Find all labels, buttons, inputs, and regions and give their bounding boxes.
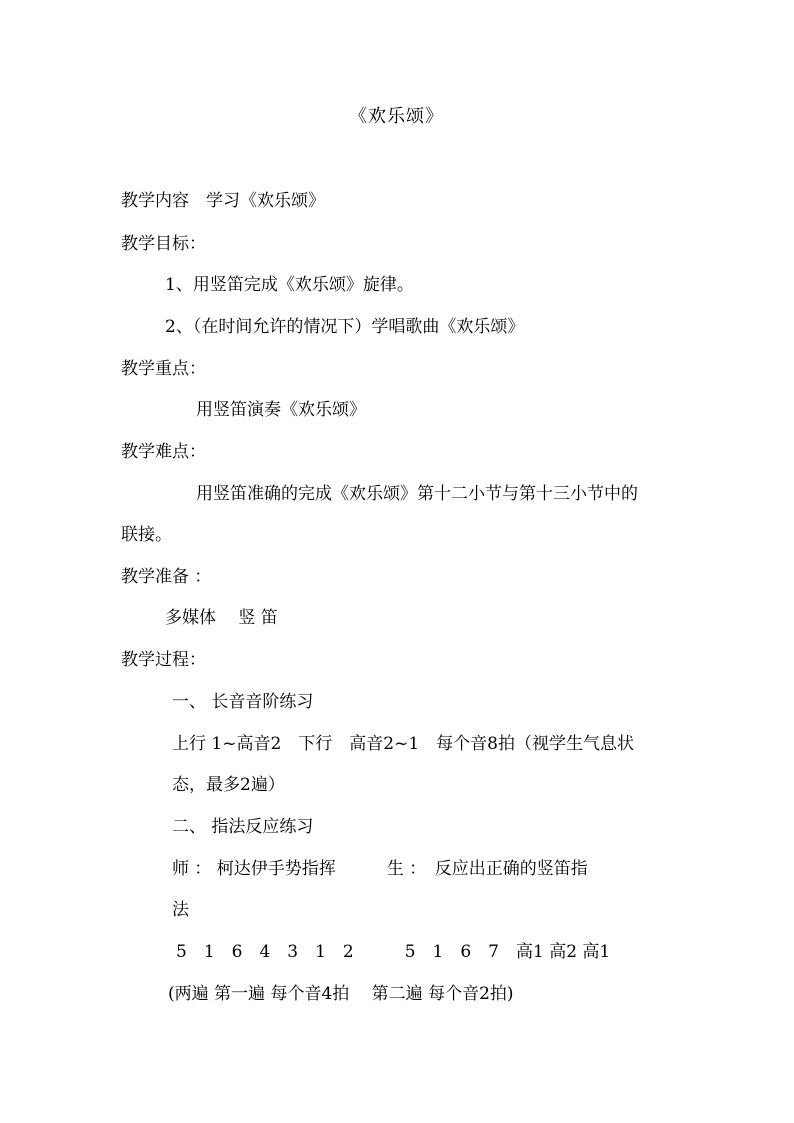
preparation-heading: 教学准备 ： [121,567,212,587]
teaching-goals-heading: 教学目标： [121,234,206,254]
teaching-content: 教学内容 学习《欢乐颂》 [121,191,325,211]
key-points-heading: 教学重点： [121,359,206,379]
document-title: 《欢乐颂》 [349,106,444,127]
step-1-heading: 一、 长音音阶练习 [172,692,314,712]
difficulty-text-line-2: 联接。 [121,525,172,545]
step-1-text-line-1: 上行 1~高音2 下行 高音2~1 每个音8拍（视学生气息状 [172,734,634,754]
repeat-instructions: (两遍 第一遍 每个音4拍 第二遍 每个音2拍) [168,984,514,1004]
goal-2: 2、（在时间允许的情况下）学唱歌曲《欢乐颂》 [165,317,525,337]
step-1-text-line-2: 态，最多2遍） [172,775,285,795]
step-2-text-line-1: 师 ： 柯达伊手势指挥 生 ： 反应出正确的竖笛指 [172,859,588,879]
note-sequence: 5 1 6 4 3 1 2 5 1 6 7 高1 高2 高1 [176,942,611,962]
process-heading: 教学过程： [121,650,206,670]
goal-1: 1、用竖笛完成《欢乐颂》旋律。 [165,275,414,295]
preparation-items: 多媒体 竖 笛 [165,608,278,628]
step-2-text-line-2: 法 [172,900,189,920]
difficulties-heading: 教学难点： [121,442,206,462]
difficulty-text-line-1: 用竖笛准确的完成《欢乐颂》第十二小节与第十三小节中的 [196,484,638,504]
key-point-text: 用竖笛演奏《欢乐颂》 [196,400,366,420]
step-2-heading: 二、 指法反应练习 [172,817,314,837]
